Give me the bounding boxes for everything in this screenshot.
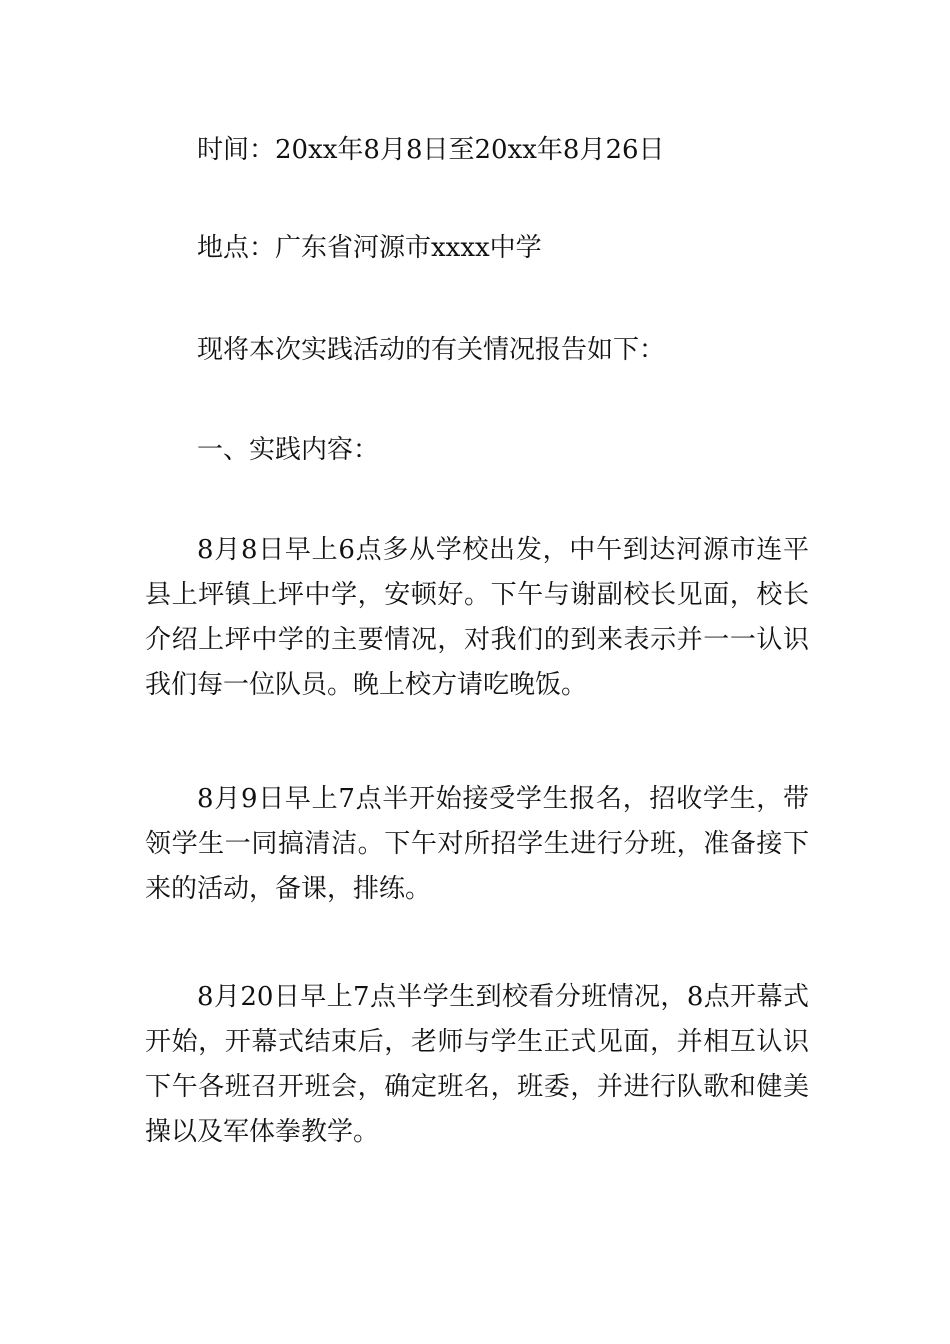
place-line: 地点：广东省河源市xxxx中学 [197, 233, 542, 263]
time-line: 时间：20xx年8月8日至20xx年8月26日 [197, 135, 665, 165]
paragraph-aug-20: 8月20日早上7点半学生到校看分班情况，8点开幕式开始，开幕式结束后，老师与学生正式见面，并相互认识下午各班召开班会，确定班名，班委，并进行队歌和健美操以及军体拳教学。 [145, 982, 809, 1147]
section-heading: 一、实践内容： [197, 435, 380, 465]
paragraph-aug-8: 8月8日早上6点多从学校出发，中午到达河源市连平县上坪镇上坪中学，安顿好。下午与谢副校长见面，校长介绍上坪中学的主要情况，对我们的到来表示并一一认识我们每一位队员。晚上校方请吃晚饭。 [145, 535, 809, 700]
paragraph-aug-9: 8月9日早上7点半开始接受学生报名，招收学生，带领学生一同搞清洁。下午对所招学生进行分班，准备接下来的活动，备课，排练。 [145, 784, 809, 904]
intro-line: 现将本次实践活动的有关情况报告如下： [197, 335, 666, 365]
